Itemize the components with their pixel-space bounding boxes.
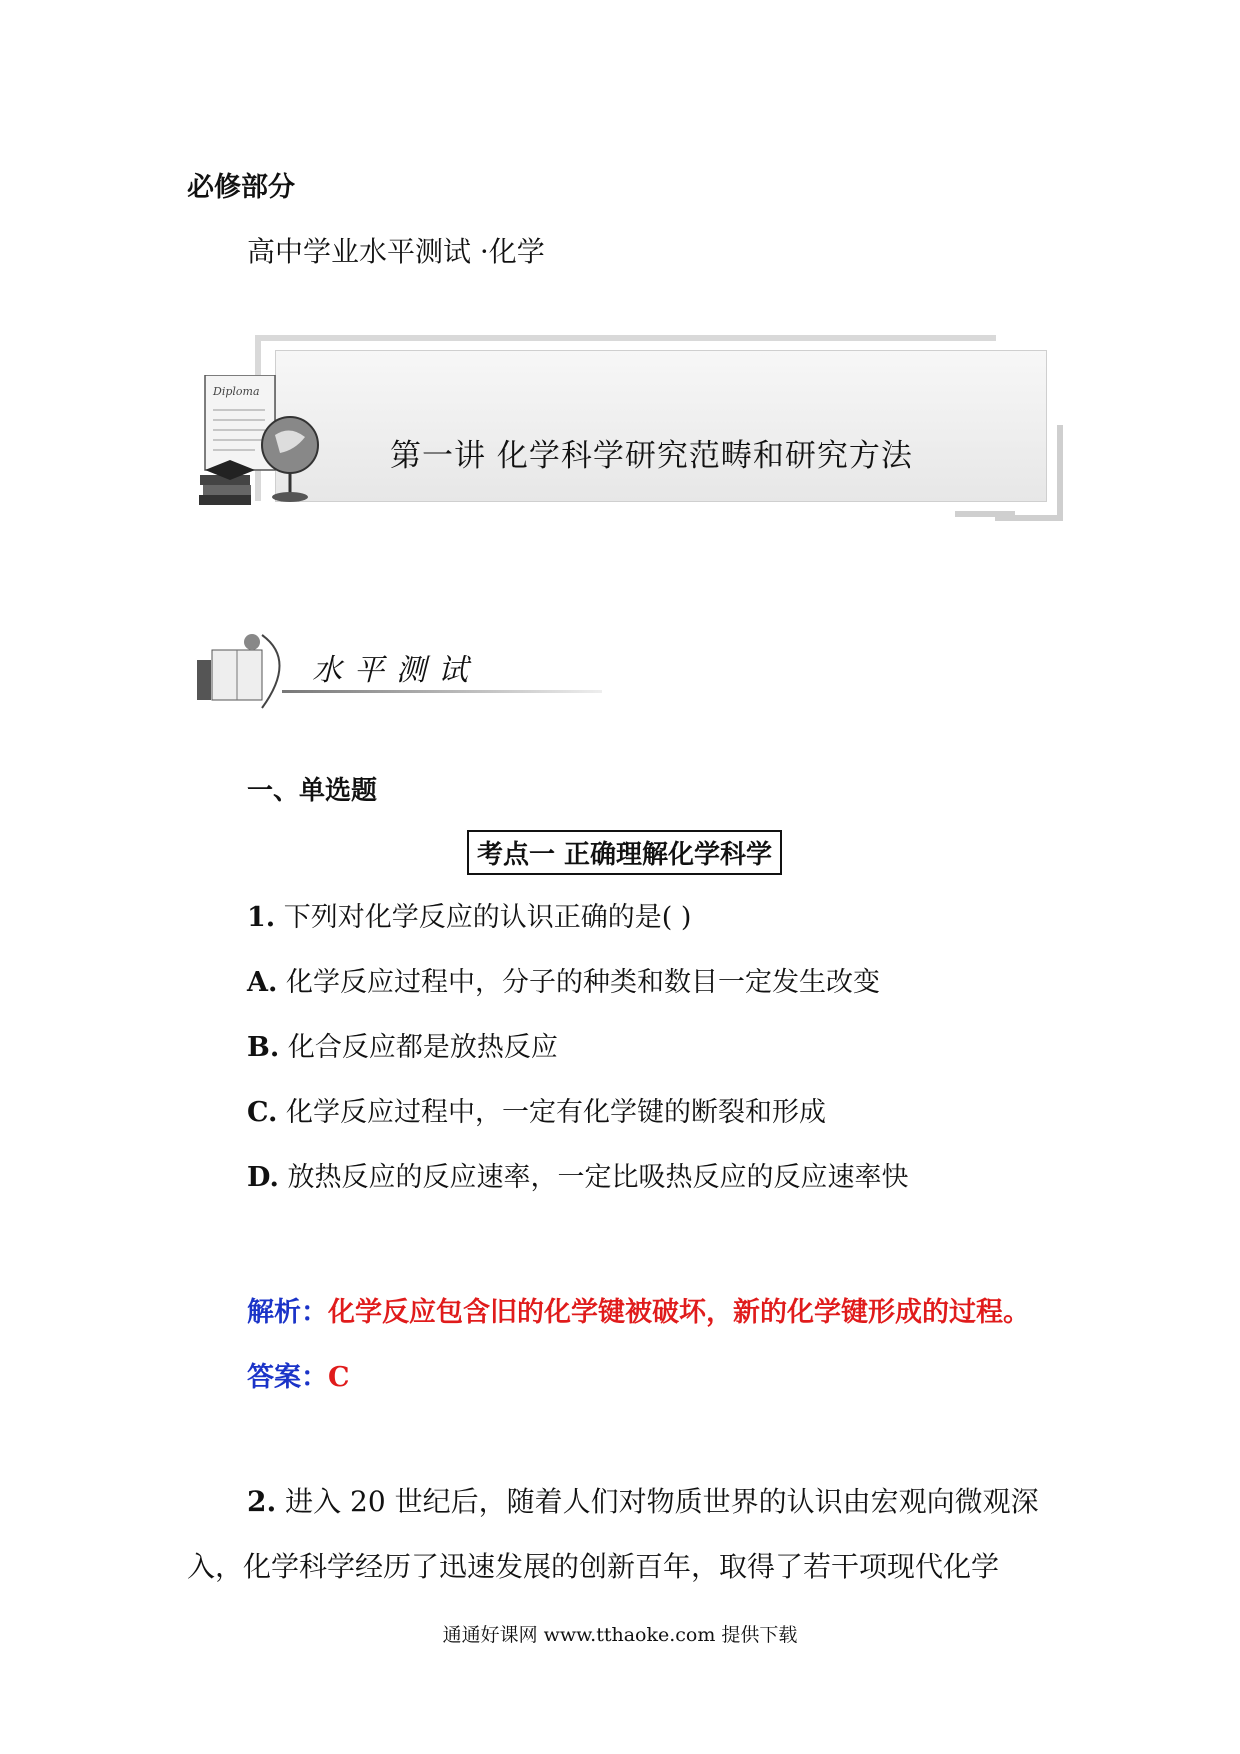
section-label: 必修部分 (187, 172, 295, 203)
analysis (247, 1290, 1030, 1329)
topic-box: 考点一 正确理解化学科学 (467, 830, 782, 875)
question-number: 1. (247, 902, 276, 933)
option-text: 化学反应过程中，一定有化学键的断裂和形成 (286, 1097, 827, 1128)
option-text: 放热反应的反应速率，一定比吸热反应的反应速率快 (287, 1162, 909, 1193)
option-d (247, 1155, 908, 1194)
option-label: D. (247, 1162, 279, 1193)
banner-box (275, 350, 1047, 502)
option-text: 化学反应过程中，分子的种类和数目一定发生改变 (285, 967, 880, 998)
question-2-line-2: 入，化学科学经历了迅速发展的创新百年，取得了若干项现代化学 (187, 1550, 1000, 1583)
banner-frame-right (995, 425, 1063, 521)
footer: 通通好课网 www.tthaoke.com 提供下载 (442, 1624, 798, 1646)
option-label: B. (247, 1032, 280, 1063)
option-label: C. (247, 1097, 278, 1128)
analysis-text: 化学反应包含旧的化学键被破坏，新的化学键形成的过程。 (328, 1297, 1030, 1328)
chapter-banner (195, 335, 1065, 525)
option-text: 化合反应都是放热反应 (287, 1032, 558, 1063)
question-number: 2. (247, 1485, 277, 1518)
question-2-text: 进入 20 世纪后，随着人们对物质世界的认识由宏观向微观深 (285, 1485, 1039, 1518)
diploma-globe-icon (195, 375, 345, 515)
answer (247, 1355, 350, 1394)
diploma-text: Diploma (213, 385, 260, 398)
answer-value: C (328, 1362, 350, 1393)
book-stack-icon (192, 630, 302, 710)
option-c (247, 1090, 826, 1129)
analysis-label: 解析： (247, 1297, 328, 1328)
book-subtitle: 高中学业水平测试 ·化学 (247, 235, 545, 268)
option-b (247, 1025, 558, 1064)
option-a (247, 960, 880, 999)
level-test-header (192, 620, 612, 720)
option-label: A. (247, 967, 278, 998)
question-1 (247, 895, 691, 934)
level-test-underline (282, 690, 602, 693)
question-type-heading: 一、单选题 (247, 776, 378, 806)
banner-frame-bottom (955, 511, 1015, 517)
question-stem: 下列对化学反应的认识正确的是( ) (283, 902, 692, 933)
question-2-line-1 (247, 1480, 1039, 1520)
chapter-title: 第一讲 化学科学研究范畴和研究方法 (390, 438, 913, 474)
level-test-title: 水平测试 (312, 653, 480, 688)
answer-label: 答案： (247, 1362, 328, 1393)
